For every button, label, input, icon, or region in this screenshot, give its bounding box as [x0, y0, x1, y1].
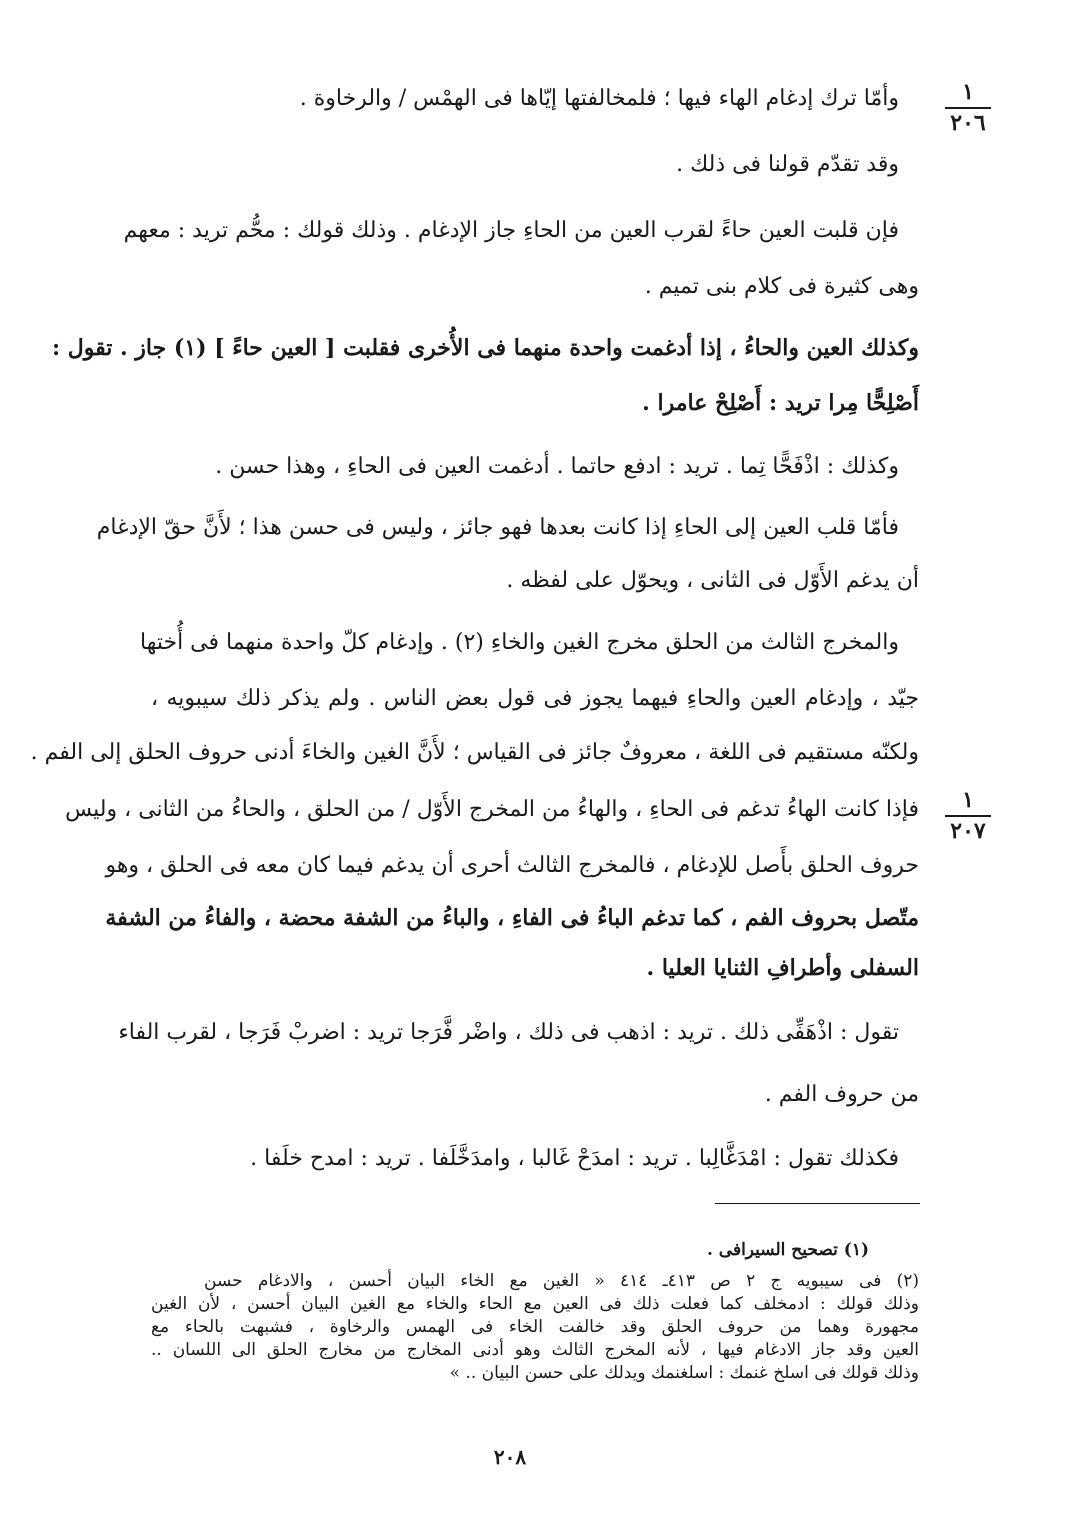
body-line: وهى كثيرة فى كلام بنى تميم .	[644, 274, 919, 299]
footnote-line: مجهورة وهما من حروف الحلق وقد خالفت الخاء فى الهمس والرخاوة ، فشبهت بالحاء مع	[151, 1317, 919, 1337]
footnote-line: العين وقد جاز الادغام فيها ، لأنه المخرج الثالث وهو أدنى المخارج من مخارج الحلق الى اللسان ..	[151, 1340, 919, 1360]
body-line: السفلى وأطرافِ الثنايا العليا .	[646, 955, 919, 981]
body-line: وكذلك : اذْفَحًّا تِما . تريد : ادفع حاتما . أدغمت العين فى الحاءِ ، وهذا حسن .	[215, 454, 899, 479]
body-line: وكذلك العين والحاءُ ، إذا أدغمت واحدة منهما فى الأُخرى فقلبت [ العين حاءً ] (١) جاز . تقول :	[51, 335, 919, 361]
page-number: ٢٠٨	[493, 1445, 527, 1469]
footnote-separator	[715, 1203, 920, 1204]
footnote-line: (٢) فى سيبويه ج ٢ ص ٤١٣ـ ٤١٤ « الغين مع الخاء البيان أحسن ، والادغام حسن	[204, 1271, 919, 1291]
body-line: أَصْلِحًّا مِرا تريد : أَصْلِحْ عامرا .	[642, 390, 919, 416]
body-line: وأمّا ترك إدغام الهاء فيها ؛ فلمخالفتها إيّاها فى الهمْس / والرخاوة .	[299, 86, 899, 111]
margin-note-bottom: ٢٠٦	[950, 110, 986, 137]
footnote-line: وذلك قولك : ادمخلف كما فعلت ذلك فى العين مع الحاء والخاء مع الغين البيان أحسن ، لأن الغين	[151, 1294, 919, 1314]
body-line: أن يدغم الأَوّل فى الثانى ، ويحوّل على لفظه .	[506, 568, 919, 593]
body-line: ولكنّه مستقيم فى اللغة ، معروفٌ جائز فى القياس ؛ لأَنَّ الغين والخاءَ أدنى حروف الحلق إلى الفم .	[30, 740, 919, 765]
margin-note-top: ١	[945, 788, 991, 817]
footnote-line: (١) تصحيح السيرافى .	[706, 1240, 869, 1260]
body-line: تقول : اذْهَفِّى ذلك . تريد : اذهب فى ذلك ، واضْر فَّرَجا تريد : اضربْ فَرَجا ، لقرب الفاء	[118, 1020, 899, 1045]
margin-note-bottom: ٢٠٧	[950, 818, 986, 845]
footnote-line: وذلك قولك فى اسلخ غنمك : اسلغنمك ويدلك على حسن البيان .. »	[449, 1363, 919, 1383]
body-line: من حروف الفم .	[764, 1082, 919, 1107]
body-line: فأمّا قلب العين إلى الحاءِ إذا كانت بعدها فهو جائز ، وليس فى حسن هذا ؛ لأَنَّ حقّ الإدغام	[96, 515, 899, 540]
body-line: متّصل بحروف الفم ، كما تدغم الباءُ فى الفاءِ ، والباءُ من الشفة محضة ، والفاءُ من الشفة	[105, 905, 919, 931]
body-line: والمخرج الثالث من الحلق مخرج الغين والخاءِ (٢) . وإدغام كلّ واحدة منهما فى أُختها	[139, 630, 899, 655]
body-line: جيّد ، وإدغام العين والحاءِ فيهما يجوز فى قول بعض الناس . ولم يذكر ذلك سيبويه ،	[151, 686, 919, 711]
body-line: وقد تقدّم قولنا فى ذلك .	[676, 152, 899, 177]
body-line: فإن قلبت العين حاءً لقرب العين من الحاءِ جاز الإدغام . وذلك قولك : محُّم تريد : معهم	[123, 218, 899, 243]
margin-note-top: ١	[945, 80, 991, 109]
margin-note-206	[945, 80, 991, 137]
body-line: فكذلك تقول : امْدَغَّالِبا . تريد : امدَحْ غَالبا ، وامدَخَّلَفا . تريد : امدح خلَفا .	[250, 1146, 899, 1171]
body-line: فإذا كانت الهاءُ تدغم فى الحاءِ ، والهاءُ من المخرج الأَوّل / من الحلق ، والحاءُ من الثانى ، وليس	[65, 797, 919, 822]
body-line: حروف الحلق بأَصل للإدغام ، فالمخرج الثالث أحرى أن يدغم فيما كان معه فى الحلق ، وهو	[105, 853, 919, 878]
margin-note-207	[945, 788, 991, 845]
